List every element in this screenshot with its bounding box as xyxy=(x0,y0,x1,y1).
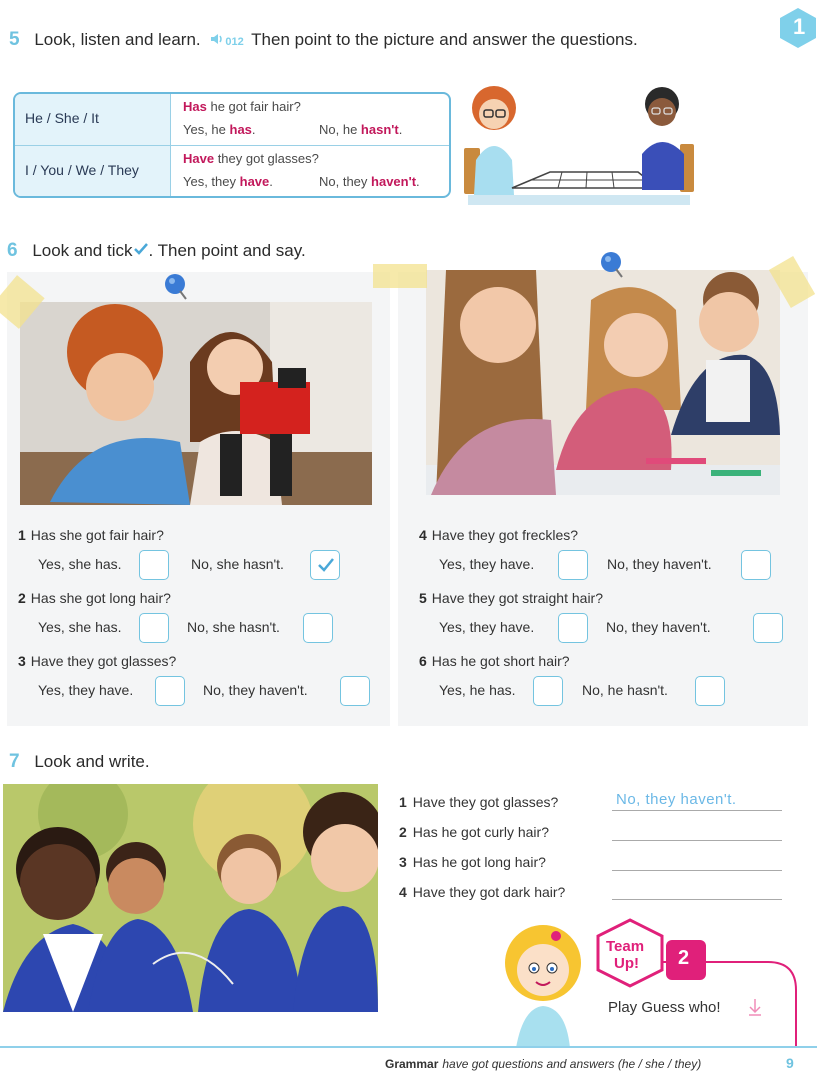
answer-yes-label: Yes, he has. xyxy=(439,682,516,698)
footer-caption xyxy=(385,1057,701,1071)
tick-box[interactable] xyxy=(139,613,169,643)
audio-icon[interactable] xyxy=(209,31,223,51)
tick-box[interactable] xyxy=(340,676,370,706)
exercise-6-instruction-rest: . Then point and say. xyxy=(148,241,306,260)
exercise-6-heading xyxy=(7,240,306,262)
answer-yes-label: Yes, they have. xyxy=(439,619,535,635)
answer-no-label: No, she hasn't. xyxy=(187,619,280,635)
grammar-subject: He / She / It xyxy=(15,94,171,145)
tick-box[interactable] xyxy=(533,676,563,706)
grammar-table xyxy=(13,92,451,198)
photo-children-building-robot xyxy=(20,302,372,505)
pin-icon xyxy=(162,273,190,301)
answer-line xyxy=(612,899,782,900)
tick-box[interactable] xyxy=(558,550,588,580)
tape-decoration xyxy=(373,264,427,288)
answer-yes-label: Yes, they have. xyxy=(439,556,535,572)
answer-no-label: No, they haven't. xyxy=(606,619,711,635)
footer-label: Grammar xyxy=(385,1057,439,1071)
exercise-7-heading xyxy=(9,751,150,773)
tick-box[interactable] xyxy=(741,550,771,580)
answer-no-label: No, she hasn't. xyxy=(191,556,284,572)
answer-no-label: No, he hasn't. xyxy=(582,682,668,698)
answer-yes-label: Yes, she has. xyxy=(38,619,122,635)
grammar-row xyxy=(15,94,449,146)
grammar-short-no: No, he hasn't. xyxy=(319,122,403,137)
exercise-5-number: 5 xyxy=(9,29,20,50)
footer-text: have got questions and answers (he / she / they) xyxy=(442,1057,702,1071)
team-up-label-2: Up! xyxy=(614,955,639,972)
grammar-short-no: No, they haven't. xyxy=(319,174,420,189)
exercise-7-instruction: Look and write. xyxy=(34,752,150,771)
grammar-row xyxy=(15,146,449,198)
cartoon-children-playing-draughts xyxy=(462,80,698,210)
tick-box[interactable] xyxy=(155,676,185,706)
tick-box[interactable] xyxy=(753,613,783,643)
question-3: 3 Have they got glasses? xyxy=(18,653,177,669)
arrow-down-icon xyxy=(748,998,762,1021)
team-up-number: 2 xyxy=(678,947,690,969)
exercise-5-heading xyxy=(9,29,638,51)
answer-line xyxy=(612,840,782,841)
grammar-subject: I / You / We / They xyxy=(15,146,171,198)
write-answer-1[interactable]: No, they haven't. xyxy=(616,791,737,808)
photo-children-with-crafts xyxy=(426,270,780,495)
footer-rule xyxy=(0,1046,817,1048)
answer-no-label: No, they haven't. xyxy=(607,556,712,572)
question-6: 6 Has he got short hair? xyxy=(419,653,570,669)
tick-box[interactable] xyxy=(139,550,169,580)
answer-line xyxy=(612,870,782,871)
exercise-6-instruction: Look and tick xyxy=(32,241,133,260)
write-question-2: 2 Has he got curly hair? xyxy=(399,824,549,840)
answer-yes-label: Yes, she has. xyxy=(38,556,122,572)
tick-icon xyxy=(133,241,149,261)
grammar-short-yes: Yes, he has. xyxy=(183,122,256,137)
team-up-box xyxy=(498,918,817,1048)
grammar-question: Have they got glasses? xyxy=(183,151,319,166)
unit-badge xyxy=(776,6,817,50)
write-question-1: 1 Have they got glasses? xyxy=(399,794,559,810)
grammar-question: Has he got fair hair? xyxy=(183,99,301,114)
team-up-label-1: Team xyxy=(606,938,645,955)
answer-no-label: No, they haven't. xyxy=(203,682,308,698)
exercise-7-number: 7 xyxy=(9,751,20,772)
tick-mark-icon xyxy=(317,557,335,573)
audio-track-number: 012 xyxy=(225,36,244,48)
page-number: 9 xyxy=(786,1055,794,1071)
tick-box[interactable] xyxy=(558,613,588,643)
question-1: 1 Has she got fair hair? xyxy=(18,527,164,543)
question-2: 2 Has she got long hair? xyxy=(18,590,171,606)
team-up-activity: Play Guess who! xyxy=(608,999,721,1016)
unit-number: 1 xyxy=(793,14,806,39)
exercise-5-instruction-rest: Then point to the picture and answer the questions. xyxy=(251,30,638,49)
question-4: 4 Have they got freckles? xyxy=(419,527,579,543)
tick-box[interactable] xyxy=(695,676,725,706)
tick-box[interactable] xyxy=(303,613,333,643)
question-5: 5 Have they got straight hair? xyxy=(419,590,604,606)
photo-four-children-smiling xyxy=(3,784,378,1012)
exercise-5-instruction: Look, listen and learn. xyxy=(34,30,201,49)
write-question-3: 3 Has he got long hair? xyxy=(399,854,546,870)
pin-icon xyxy=(598,251,626,279)
answer-yes-label: Yes, they have. xyxy=(38,682,134,698)
exercise-6-number: 6 xyxy=(7,240,18,261)
answer-line xyxy=(612,810,782,811)
grammar-short-yes: Yes, they have. xyxy=(183,174,273,189)
write-question-4: 4 Have they got dark hair? xyxy=(399,884,566,900)
tick-box-checked[interactable] xyxy=(310,550,340,580)
